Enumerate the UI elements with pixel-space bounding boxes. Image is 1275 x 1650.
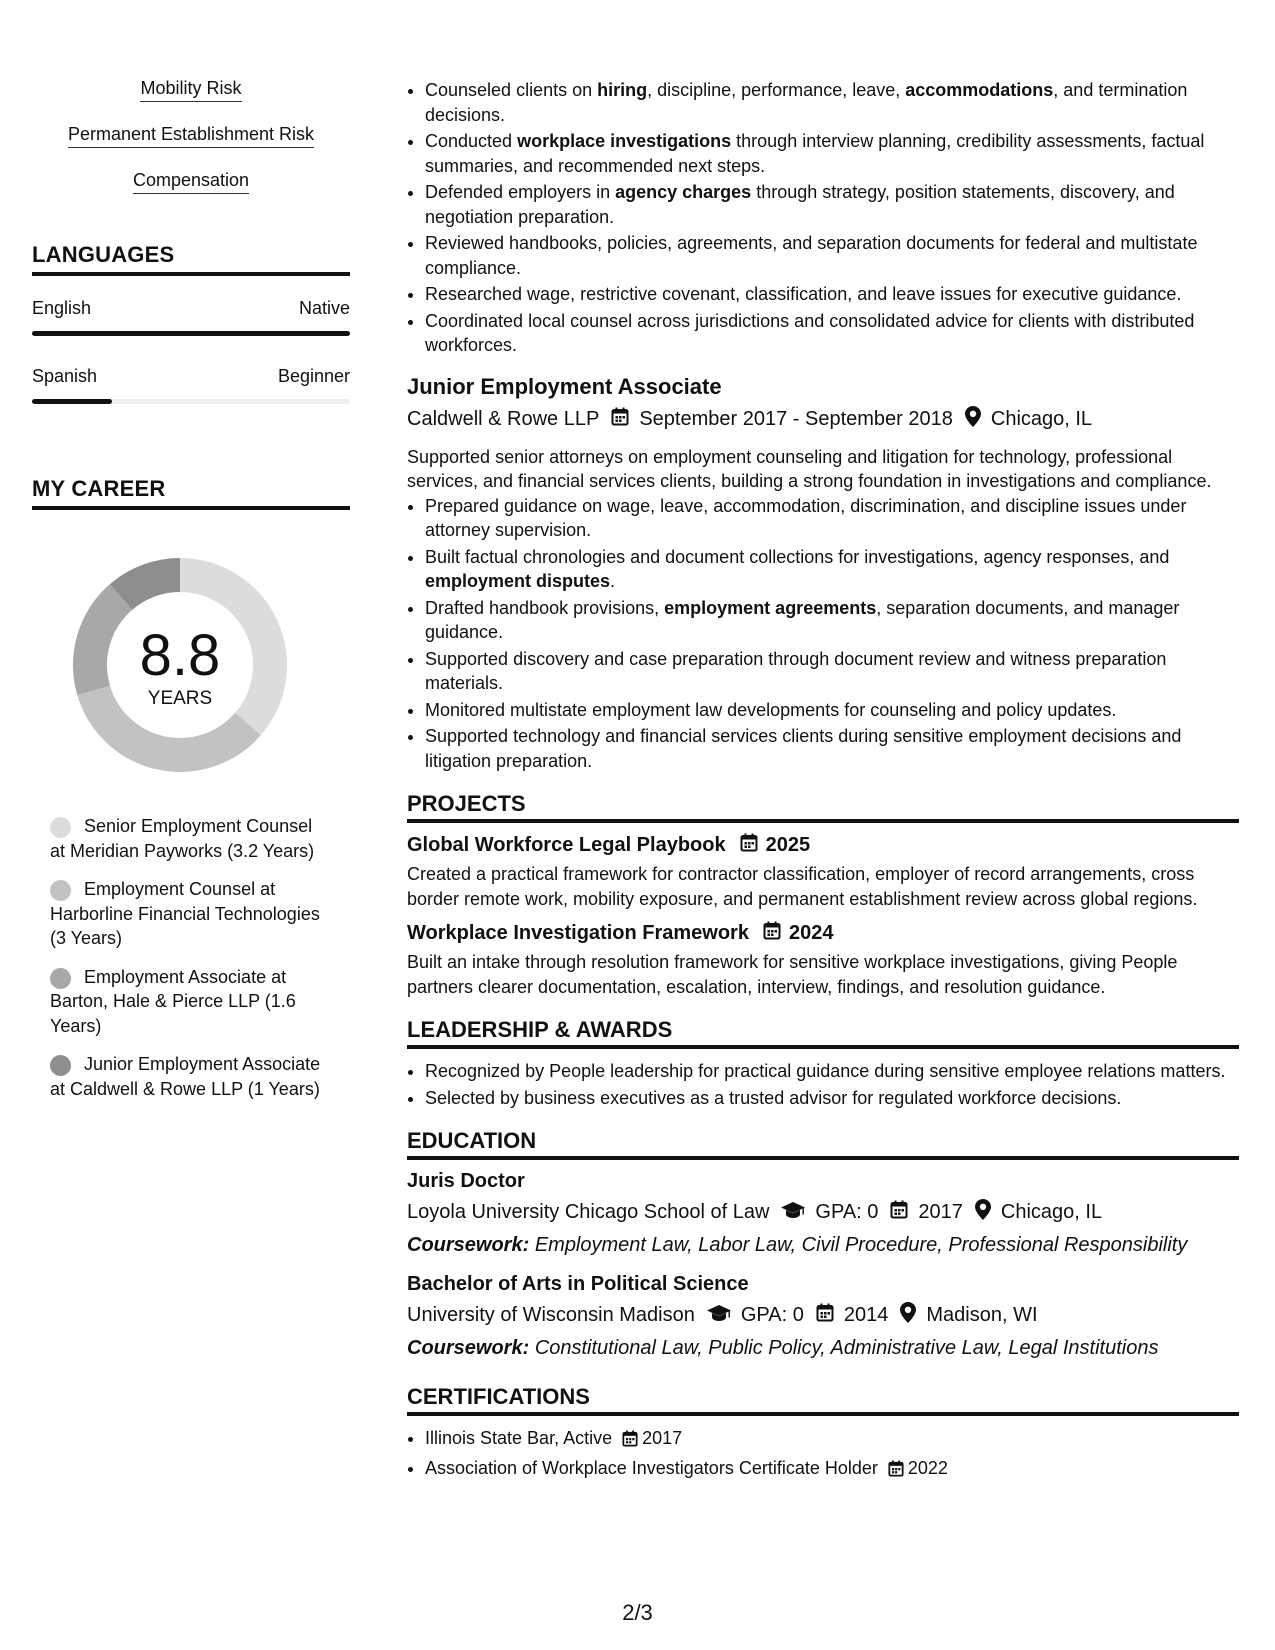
sidebar — [32, 78, 350, 1115]
certifications-heading: CERTIFICATIONS — [407, 1384, 1239, 1416]
career-legend-label: Junior Employment Associate at Caldwell & Rowe LLP (1 Years) — [50, 1054, 321, 1099]
previous-role-bullets — [407, 78, 1239, 358]
project-year: 2024 — [788, 922, 834, 944]
career-legend-item — [50, 965, 330, 1039]
role-title: Junior Employment Associate — [407, 373, 722, 399]
project-item — [407, 833, 1239, 911]
career-legend-item — [50, 1052, 330, 1101]
leadership-list — [407, 1059, 1239, 1110]
career-legend-label: Employment Counsel at Harborline Financial Technologies (3 Years) — [50, 879, 320, 948]
project-item — [407, 921, 1239, 999]
map-pin-icon — [965, 406, 981, 433]
project-title: Global Workforce Legal Playbook — [407, 834, 726, 856]
certification-year: 2017 — [642, 1428, 683, 1448]
bullet-item: • Drafted handbook provisions, employment agreements, separation documents, and manager guidance. — [425, 596, 1239, 645]
language-proficiency-fill — [32, 331, 350, 336]
skill-item: Permanent Establishment Risk — [68, 124, 314, 148]
graduation-year: 2014 — [843, 1304, 889, 1326]
project-year: 2025 — [765, 834, 811, 856]
map-pin-icon — [900, 1302, 916, 1329]
education-item — [407, 1273, 1239, 1360]
bullet-item: • Supported discovery and case preparation through document review and witness preparation materials. — [425, 647, 1239, 696]
graduation-year: 2017 — [918, 1201, 963, 1223]
legend-dot — [50, 968, 71, 989]
career-heading: MY CAREER — [32, 476, 350, 510]
legend-dot — [50, 817, 71, 838]
language-name: English — [32, 298, 92, 318]
degree-title: Bachelor of Arts in Political Science — [407, 1273, 749, 1295]
career-legend-label: Employment Associate at Barton, Hale & Pierce LLP (1.6 Years) — [50, 966, 296, 1036]
company-name: Caldwell & Rowe LLP — [407, 407, 600, 430]
graduation-cap-icon — [707, 1304, 731, 1328]
gpa: GPA: 0 — [815, 1201, 879, 1223]
bullet-item: • Recognized by People leadership for practical guidance during sensitive employee relations matters. — [425, 1059, 1239, 1084]
certification-name: Association of Workplace Investigators Certificate Holder — [425, 1457, 878, 1478]
role-dates: September 2017 - September 2018 — [639, 407, 953, 430]
gpa: GPA: 0 — [740, 1304, 804, 1326]
project-title: Workplace Investigation Framework — [407, 922, 749, 944]
main-content — [407, 78, 1239, 1485]
calendar-icon — [816, 1303, 834, 1328]
calendar-icon — [890, 1200, 908, 1225]
language-item — [32, 366, 350, 404]
calendar-icon — [611, 407, 629, 432]
graduation-cap-icon — [781, 1201, 805, 1225]
page-number: 2/3 — [622, 1600, 653, 1625]
career-legend-label: Senior Employment Counsel at Meridian Payworks (3.2 Years) — [50, 816, 315, 861]
languages-heading: LANGUAGES — [32, 242, 350, 276]
bullet-item: • Selected by business executives as a trusted advisor for regulated workforce decisions. — [425, 1086, 1239, 1111]
leadership-heading: LEADERSHIP & AWARDS — [407, 1017, 1239, 1049]
school-name: University of Wisconsin Madison — [407, 1304, 695, 1326]
career-legend — [50, 814, 330, 1101]
school-location: Chicago, IL — [1000, 1201, 1103, 1223]
calendar-icon — [740, 833, 758, 858]
calendar-icon — [763, 921, 781, 946]
certification-item — [425, 1456, 1239, 1484]
school-name: Loyola University Chicago School of Law — [407, 1201, 770, 1223]
projects-heading: PROJECTS — [407, 791, 1239, 823]
project-description: Created a practical framework for contractor classification, employer of record arrangements, cross border remote work, mobility exposure, and permanent establishment review across global regions. — [407, 864, 1198, 909]
certifications-list — [407, 1426, 1239, 1483]
bullet-item: • Researched wage, restrictive covenant, classification, and leave issues for executive guidance. — [425, 282, 1239, 307]
language-level: Beginner — [277, 366, 350, 386]
career-donut-chart — [67, 552, 293, 778]
language-level: Native — [298, 298, 350, 318]
role-bullets — [407, 494, 1239, 774]
education-item — [407, 1170, 1239, 1257]
bullet-item: • Counseled clients on hiring, discipline, performance, leave, accommodations, and termination decisions. — [425, 78, 1239, 127]
calendar-icon — [888, 1461, 904, 1481]
certification-name: Illinois State Bar, Active — [425, 1428, 613, 1448]
role-meta — [407, 406, 1239, 433]
bullet-item: • Conducted workplace investigations through interview planning, credibility assessments, factual summaries, and recommended next steps. — [425, 129, 1239, 178]
calendar-icon — [622, 1431, 638, 1451]
language-name: Spanish — [32, 366, 98, 386]
coursework: Coursework: Constitutional Law, Public Policy, Administrative Law, Legal Institutions — [407, 1337, 1159, 1359]
career-total-years: 8.8 — [139, 623, 221, 688]
bullet-item: • Built factual chronologies and document collections for investigations, agency responses, and employment disputes. — [425, 545, 1239, 594]
legend-dot — [50, 880, 71, 901]
certification-item — [425, 1426, 1239, 1454]
legend-dot — [50, 1055, 71, 1076]
degree-title: Juris Doctor — [407, 1170, 525, 1192]
role-location: Chicago, IL — [990, 407, 1093, 430]
education-heading: EDUCATION — [407, 1128, 1239, 1160]
role-summary: Supported senior attorneys on employment counseling and litigation for technology, professional services, and financial services clients, building a strong foundation in investigations and compliance. — [407, 446, 1212, 491]
skill-item: Mobility Risk — [140, 78, 241, 102]
career-legend-item — [50, 877, 330, 951]
bullet-item: • Prepared guidance on wage, leave, accommodation, discrimination, and discipline issues under attorney supervision. — [425, 494, 1239, 543]
certification-year: 2022 — [907, 1457, 948, 1478]
skill-item: Compensation — [133, 170, 249, 194]
bullet-item: • Defended employers in agency charges through strategy, position statements, discovery, and negotiation preparation. — [425, 180, 1239, 229]
bullet-item: • Supported technology and financial services clients during sensitive employment decisions and litigation preparation. — [425, 724, 1239, 773]
language-proficiency-bar — [32, 399, 350, 404]
language-proficiency-fill — [32, 399, 112, 404]
project-description: Built an intake through resolution framework for sensitive workplace investigations, giving People partners clearer documentation, escalation, interview, findings, and resolution guidance. — [407, 952, 1178, 997]
language-item — [32, 298, 350, 336]
bullet-item: • Reviewed handbooks, policies, agreements, and separation documents for federal and multistate compliance. — [425, 231, 1239, 280]
bullet-item: • Coordinated local counsel across jurisdictions and consolidated advice for clients with distributed workforces. — [425, 309, 1239, 358]
language-proficiency-bar — [32, 331, 350, 336]
career-total-unit: YEARS — [147, 688, 213, 709]
map-pin-icon — [975, 1199, 991, 1226]
school-location: Madison, WI — [926, 1304, 1038, 1326]
career-legend-item — [50, 814, 330, 863]
coursework: Coursework: Employment Law, Labor Law, Civil Procedure, Professional Responsibility — [407, 1234, 1188, 1256]
bullet-item: • Monitored multistate employment law developments for counseling and policy updates. — [425, 698, 1239, 723]
